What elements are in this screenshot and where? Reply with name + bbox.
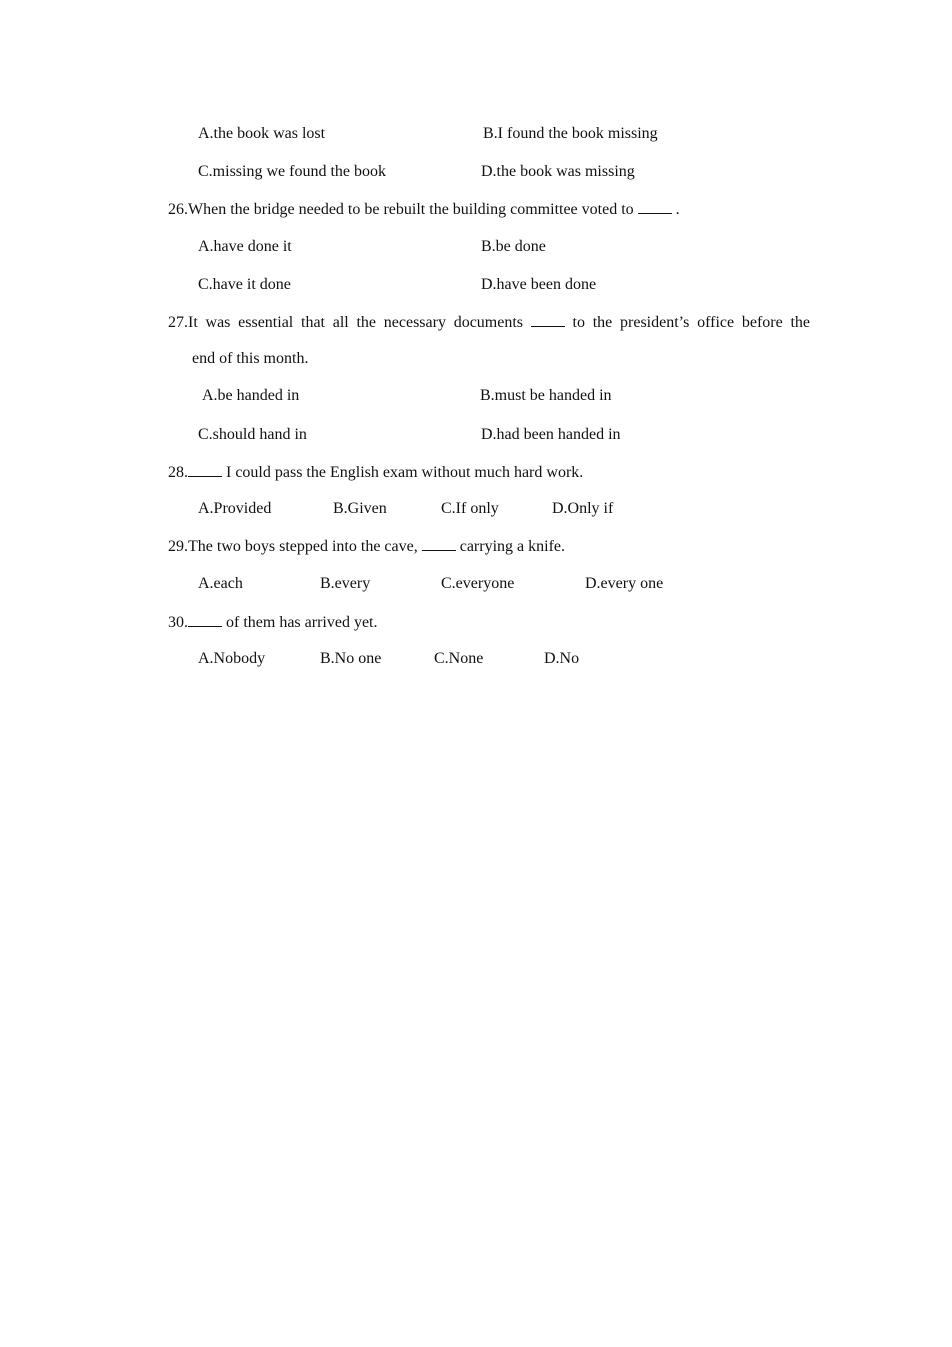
- q26-option-d: D.have been done: [481, 276, 597, 293]
- q27-option-c: C.should hand in: [198, 426, 307, 443]
- q26-option-a: A.have done it: [198, 238, 292, 255]
- q25-option-a: A.the book was lost: [198, 125, 326, 142]
- q30-option-a: A.Nobody: [198, 650, 266, 667]
- q27-answer-blank: [531, 312, 565, 327]
- q28-answer-blank: [188, 462, 222, 477]
- q29-stem: [168, 536, 565, 557]
- q28-option-a: A.Provided: [198, 500, 272, 517]
- q30-stem: [168, 612, 378, 633]
- q30-stem-suffix: of them has arrived yet.: [226, 614, 378, 631]
- q27-stem-prefix: 27.It was essential that all the necessary documents: [168, 314, 524, 331]
- q30-option-c: C.None: [434, 650, 484, 667]
- q30-stem-prefix: 30.: [168, 614, 188, 631]
- q26-option-b: B.be done: [481, 238, 546, 255]
- q27-option-a: A.be handed in: [202, 387, 300, 404]
- q29-stem-suffix: carrying a knife.: [459, 538, 565, 555]
- q27-stem: [168, 312, 810, 333]
- q30-option-d: D.No: [544, 650, 580, 667]
- q28-option-b: B.Given: [333, 500, 387, 517]
- q30-answer-blank: [188, 612, 222, 627]
- q26-stem-suffix: .: [675, 201, 680, 218]
- q28-stem-prefix: 28.: [168, 464, 188, 481]
- q29-option-a: A.each: [198, 575, 243, 592]
- q28-option-c: C.If only: [441, 500, 499, 517]
- q25-option-c: C.missing we found the book: [198, 163, 386, 180]
- q25-option-d: D.the book was missing: [481, 163, 635, 180]
- q26-stem: [168, 199, 680, 220]
- q30-option-b: B.No one: [320, 650, 382, 667]
- q29-answer-blank: [422, 536, 456, 551]
- q29-option-d: D.every one: [585, 575, 664, 592]
- q29-option-c: C.everyone: [441, 575, 515, 592]
- q29-option-b: B.every: [320, 575, 371, 592]
- q25-option-b: B.I found the book missing: [483, 125, 658, 142]
- q27-option-b: B.must be handed in: [480, 387, 612, 404]
- q28-option-d: D.Only if: [552, 500, 614, 517]
- q26-answer-blank: [638, 199, 672, 214]
- q27-stem-line2: end of this month.: [192, 350, 309, 367]
- q29-stem-prefix: 29.The two boys stepped into the cave,: [168, 538, 418, 555]
- q28-stem-suffix: I could pass the English exam without much hard work.: [226, 464, 584, 481]
- q26-option-c: C.have it done: [198, 276, 291, 293]
- q27-stem-suffix: to the president’s office before the: [572, 314, 811, 331]
- q26-stem-prefix: 26.When the bridge needed to be rebuilt the building committee voted to: [168, 201, 634, 218]
- q27-option-d: D.had been handed in: [481, 426, 621, 443]
- q28-stem: [168, 462, 583, 483]
